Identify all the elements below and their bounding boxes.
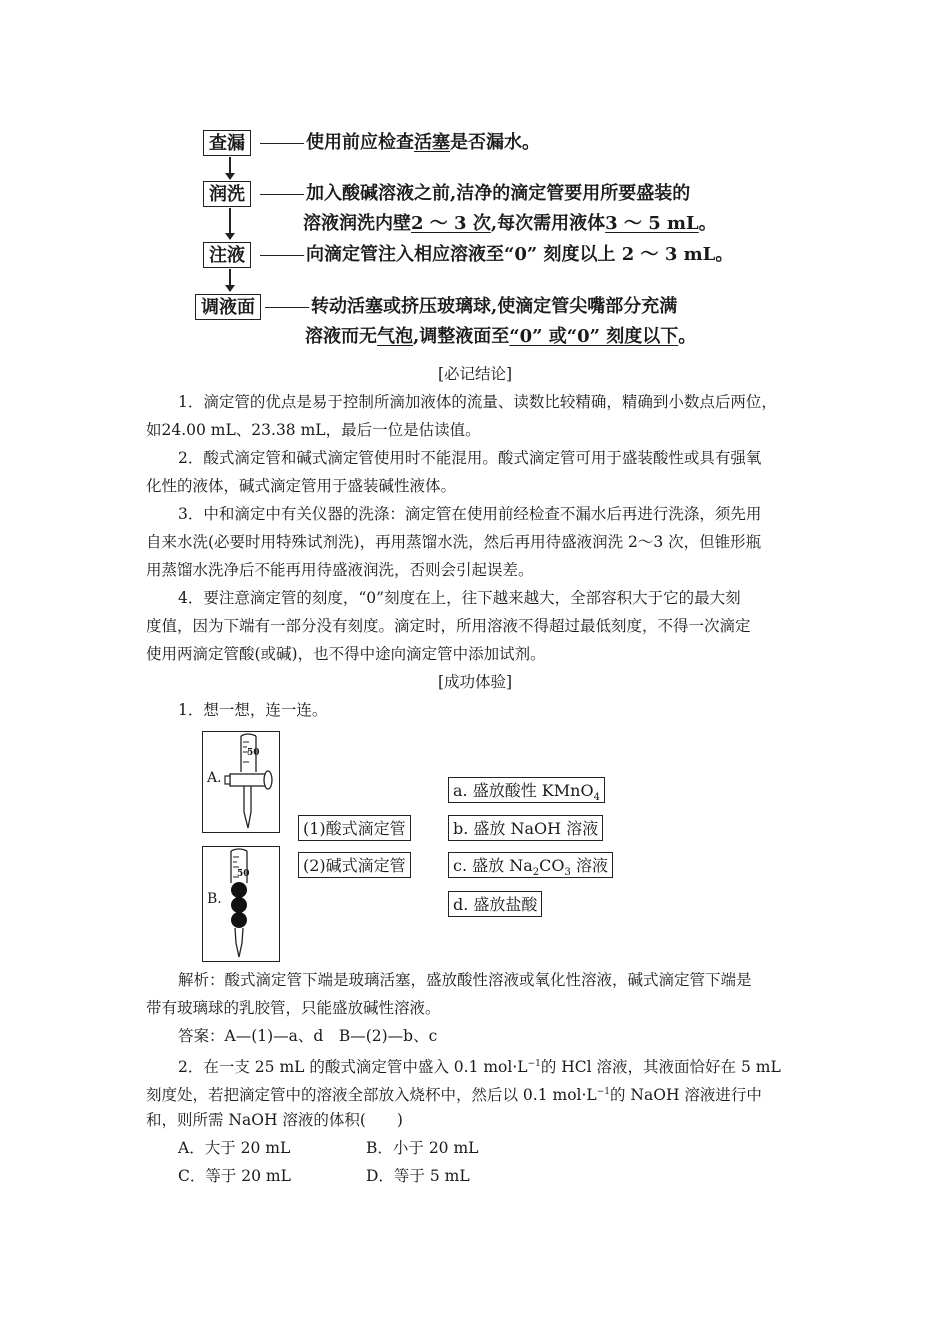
connector-dash [265,307,309,308]
step-label: 查漏 [209,133,245,154]
conclusion-line: 如24.00 mL、23.38 mL，最后一位是估读值。 [146,421,481,439]
step-text-underlined: 2 ～ 3 次 [411,213,491,234]
burette-b-figure [202,846,280,962]
option-text: c. 盛放 Na [453,856,533,875]
conclusion-line: 自来水洗(必要时用特殊试剂洗)，再用蒸馏水洗，然后再用待盛液润洗 2～3 次，但锥形瓶 [146,533,762,551]
step-text-rinse-2 [303,209,717,239]
step-text-underlined: 活塞 [414,132,450,153]
burette-a-figure [202,731,280,833]
option-a-label [448,777,605,803]
step-text-adjust-2 [305,322,696,352]
step-text-part: 向滴定管注入相应溶液至“0” 刻度以上 2 ～ 3 mL。 [306,244,734,265]
scale-mark: 50 [247,748,260,758]
subscript: 2 [532,867,540,879]
conclusion-line: 4．要注意滴定管的刻度，“0”刻度在上，往下越来越大，全部容积大于它的最大刻 [178,589,741,607]
step-text-underlined: “0” 或“0” 刻度以下 [509,326,679,347]
analysis-line: 解析：酸式滴定管下端是玻璃活塞，盛放酸性溶液或氧化性溶液，碱式滴定管下端是 [178,971,752,989]
connector-dash [260,143,304,144]
question-2-line: 和，则所需 NaOH 溶液的体积( ) [146,1111,403,1129]
conclusion-line: 2．酸式滴定管和碱式滴定管使用时不能混用。酸式滴定管可用于盛装酸性或具有强氧 [178,449,762,467]
step-text-underlined: 气泡 [377,326,413,347]
conclusion-line: 度值，因为下端有一部分没有刻度。滴定时，所用溶液不得超过最低刻度，不得一次滴定 [146,617,751,635]
scale-mark: 50 [237,869,250,879]
conclusion-line: 3．中和滴定中有关仪器的洗涤：滴定管在使用前经检查不漏水后再进行洗涤，须先用 [178,505,762,523]
option-b: B．小于 20 mL [366,1139,479,1157]
step-box-adjust [195,294,261,320]
flow-arrow [229,208,231,234]
subscript: 4 [593,792,600,804]
acid-burette-label: (1)酸式滴定管 [298,815,411,841]
connector-dash [260,255,304,256]
option-c: C．等于 20 mL [178,1167,291,1185]
option-b-label: b. 盛放 NaOH 溶液 [448,815,603,841]
step-box-rinse [203,181,251,207]
section-title-conclusions: [必记结论] [437,365,513,383]
step-label: 润洗 [209,184,245,205]
figure-label-b: B. [207,891,222,907]
step-text-underlined: 3 ～ 5 mL [605,213,699,234]
answer-line: 答案：A—(1)—a、d B—(2)—b、c [178,1027,438,1045]
question-text: 刻度处，若把滴定管中的溶液全部放入烧杯中，然后以 0.1 mol·L [146,1086,597,1105]
conclusion-line: 使用两滴定管酸(或碱)，也不得中途向滴定管中添加试剂。 [146,645,546,663]
step-label: 注液 [209,245,245,266]
step-text-part: ,每次需用液体 [490,213,606,234]
step-text-part: 加入酸碱溶液之前,洁净的滴定管要用所要盛装的 [306,183,691,204]
step-text-part: 。 [678,326,697,347]
flow-arrow [229,269,231,286]
step-text-adjust-1 [263,292,677,322]
step-text-rinse-1 [258,179,690,209]
question-2-line [146,1078,762,1109]
subscript: 3 [564,867,571,879]
step-text-part: 使用前应检查 [306,132,414,153]
question-1-stem: 1．想一想，连一连。 [178,701,328,719]
option-a: A．大于 20 mL [178,1139,291,1157]
question-2-line [178,1050,781,1081]
question-text: 的 HCl 溶液，其液面恰好在 5 mL [540,1058,781,1077]
step-text-fill [258,240,733,270]
step-text-part: 转动活塞或挤压玻璃球,使滴定管尖嘴部分充满 [311,296,678,317]
step-text-check-leak [258,128,540,158]
question-text: 2．在一支 25 mL 的酸式滴定管中盛入 0.1 mol·L [178,1058,528,1077]
step-label: 调液面 [201,297,255,318]
step-text-part: 。 [698,213,717,234]
option-c-label [448,852,613,878]
step-text-part: ,调整液面至 [413,326,510,347]
option-text: 溶液 [570,856,608,875]
option-text: CO [539,856,565,875]
figure-label-a: A. [207,770,222,786]
step-text-part: 溶液而无 [305,326,377,347]
section-title-practice: [成功体验] [437,673,513,691]
base-burette-label: (2)碱式滴定管 [298,852,411,878]
option-d: D．等于 5 mL [366,1167,470,1185]
analysis-line: 带有玻璃球的乳胶管，只能盛放碱性溶液。 [146,999,441,1017]
superscript: −1 [596,1087,610,1097]
superscript: −1 [527,1059,541,1069]
conclusion-line: 1．滴定管的优点是易于控制所滴加液体的流量、读数比较精确，精确到小数点后两位， [178,393,777,411]
question-text: 的 NaOH 溶液进行中 [610,1086,762,1105]
connector-dash [260,194,304,195]
step-text-part: 溶液润洗内壁 [303,213,411,234]
base-burette-icon [203,847,279,961]
step-text-part: 是否漏水。 [450,132,540,153]
flow-arrow [229,157,231,174]
conclusion-line: 用蒸馏水洗净后不能再用待盛液润洗，否则会引起误差。 [146,561,534,579]
acid-burette-icon [203,732,279,832]
option-d-label: d. 盛放盐酸 [448,891,542,917]
option-text: a. 盛放酸性 KMnO [453,781,594,800]
step-box-check-leak [203,130,251,156]
step-box-fill [203,242,251,268]
conclusion-line: 化性的液体，碱式滴定管用于盛装碱性液体。 [146,477,457,495]
